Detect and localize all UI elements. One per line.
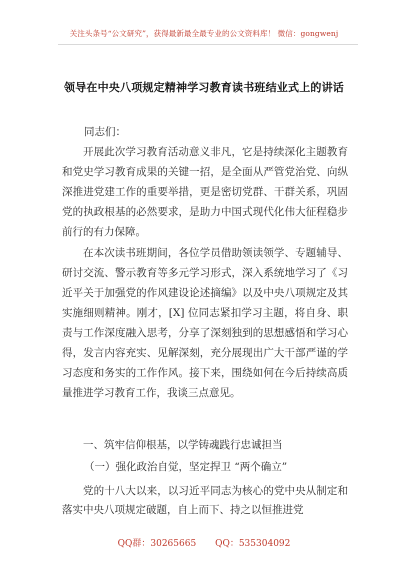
paragraph-3: 党的十八大以来，以习近平同志为核心的党中央从制定和落实中央八项规定破题，自上而下、持之以恒推进党 [62,485,348,516]
paragraph-3-container [62,482,348,520]
paragraph-2: 在本次读书班期间，各位学员借助领读领学、专题辅导、研讨交流、警示教育等多元学习形式，深入系统地学习了《习近平关于加强党的作风建设论述摘编》以及中央八项规定及其实施细则精神。刚才，[X] 位同志紧扣学习主题，将自身、职责与工作深度融入思考，分享了深刻独到的思想感悟和学习心得，发言内容充实、见解深刻，充分展现出广大干部严谨的学习态度和务实的工作作风。接下来，围绕如何在今后持续高质量推进学习教育工作，我谈三点意见。 [62,247,348,399]
footer-contact [0,536,408,549]
footer-qq: QQ：535304092 [215,539,291,549]
header-promo-note: 关注头条号“公文研究”，获得最新最全最专业的公文资料库！ 微信：gongwenj [69,29,339,38]
paragraph-1: 开展此次学习教育活动意义非凡，它是持续深化主题教育和党史学习教育成果的关键一招，是全面从严管党治党、向纵深推进党建工作的重要举措，更是密切党群、干群关系，巩固党的执政根基的必然要求，是助力中国式现代化伟大征程稳步前行的有力保障。 [62,146,348,238]
header-divider [58,44,358,45]
paragraph-1-container [62,142,348,242]
document-title: 领导在中央八项规定精神学习教育读书班结业式上的讲话 [64,81,344,94]
salutation: 同志们： [84,126,126,138]
section-heading-1: 一、筑牢信仰根基，以学铸魂践行忠诚担当 [83,439,283,451]
subsection-heading-1: （一）强化政治自觉，坚定捍卫 “两个确立” [84,461,288,473]
paragraph-2-container [62,243,348,403]
footer-qq-group: QQ群：30265665 [117,539,197,549]
